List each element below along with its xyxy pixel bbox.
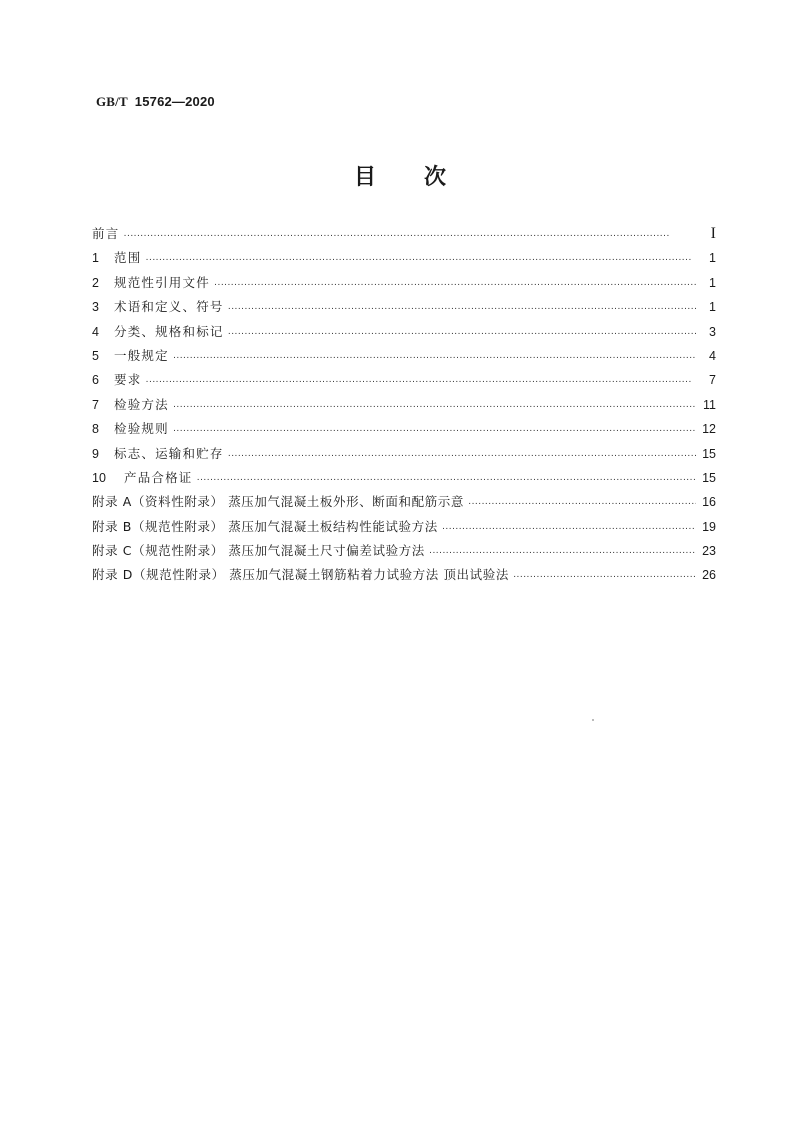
standard-prefix: GB/T (96, 94, 128, 109)
toc-leader-dots (429, 547, 696, 558)
toc-number: 5 (92, 348, 99, 363)
toc-entry-1[interactable] (92, 248, 716, 272)
toc-page: 11 (703, 397, 716, 412)
toc-page: 16 (702, 495, 716, 510)
toc-entry-4[interactable] (92, 322, 716, 346)
toc-number: 4 (92, 324, 99, 339)
toc-label: 范围 (114, 250, 142, 266)
toc-entry-appendix-c[interactable] (92, 541, 716, 565)
toc-leader-dots (228, 450, 696, 461)
toc-page: 15 (702, 446, 716, 461)
toc-label: 术语和定义、符号 (114, 299, 224, 315)
toc-page: I (710, 225, 716, 242)
toc-leader-dots (214, 279, 696, 290)
scan-speck (592, 719, 594, 721)
toc-number: 10 (92, 470, 106, 485)
toc-number: 7 (92, 397, 99, 412)
toc-entry-appendix-b[interactable] (92, 517, 716, 541)
toc-page: 3 (709, 324, 716, 339)
toc-leader-dots (173, 352, 696, 363)
toc-page: 19 (702, 519, 716, 534)
toc-page: 1 (709, 300, 716, 315)
toc-page: 1 (709, 275, 716, 290)
toc-leader-dots (197, 474, 696, 485)
toc-page: 23 (702, 544, 716, 559)
toc-label: 附录 A（资料性附录） 蒸压加气混凝土板外形、断面和配筋示意 (92, 494, 464, 510)
toc-label: 附录 B（规范性附录） 蒸压加气混凝土板结构性能试验方法 (92, 518, 438, 534)
toc-page: 26 (702, 568, 716, 583)
toc-entry-7[interactable] (92, 395, 716, 419)
toc-label: 前言 (92, 226, 120, 241)
toc-label: 检验方法 (114, 396, 169, 412)
standard-number: 15762—2020 (134, 94, 215, 109)
toc-page: 12 (702, 422, 716, 437)
toc-leader-dots (513, 571, 696, 582)
toc-leader-dots (173, 401, 696, 412)
toc-page: 7 (709, 373, 716, 388)
toc-entry-foreword[interactable] (92, 224, 716, 248)
toc-leader-dots (145, 376, 696, 387)
toc-page: 4 (709, 348, 716, 363)
title-char-2: 次 (424, 165, 447, 190)
toc-entry-10[interactable] (92, 468, 716, 492)
title-char-1: 目 (353, 165, 376, 190)
toc-number: 2 (92, 275, 99, 290)
toc-entry-6[interactable] (92, 370, 716, 394)
toc-leader-dots (145, 254, 696, 265)
toc-entry-appendix-a[interactable] (92, 492, 716, 516)
toc-label: 分类、规格和标记 (114, 323, 224, 339)
toc-leader-dots (173, 425, 696, 436)
toc-page: 1 (709, 251, 716, 266)
toc-number: 6 (92, 373, 99, 388)
page-title (0, 160, 800, 191)
toc-label: 附录 C（规范性附录） 蒸压加气混凝土尺寸偏差试验方法 (92, 543, 425, 559)
toc-entry-3[interactable] (92, 297, 716, 321)
toc-leader-dots (468, 498, 696, 509)
standard-code (96, 94, 215, 110)
toc-entry-8[interactable] (92, 419, 716, 443)
toc-label: 规范性引用文件 (114, 274, 210, 290)
toc-label: 产品合格证 (124, 469, 193, 485)
toc-entry-2[interactable] (92, 273, 716, 297)
toc-number: 1 (92, 251, 99, 266)
toc-label: 要求 (114, 372, 142, 388)
toc-leader-dots (123, 230, 696, 241)
toc-label: 附录 D（规范性附录） 蒸压加气混凝土钢筋粘着力试验方法 顶出试验法 (92, 567, 509, 583)
toc-number: 3 (92, 300, 99, 315)
toc-leader-dots (228, 328, 696, 339)
toc-number: 9 (92, 446, 99, 461)
toc-number: 8 (92, 422, 99, 437)
toc-label: 检验规则 (114, 421, 169, 437)
toc-label: 一般规定 (114, 347, 169, 363)
toc-leader-dots (228, 303, 696, 314)
toc-entry-9[interactable] (92, 444, 716, 468)
toc-label: 标志、运输和贮存 (114, 445, 224, 461)
toc-page: 15 (702, 470, 716, 485)
table-of-contents (92, 224, 716, 590)
toc-entry-5[interactable] (92, 346, 716, 370)
toc-entry-appendix-d[interactable] (92, 565, 716, 589)
toc-leader-dots (442, 523, 696, 534)
